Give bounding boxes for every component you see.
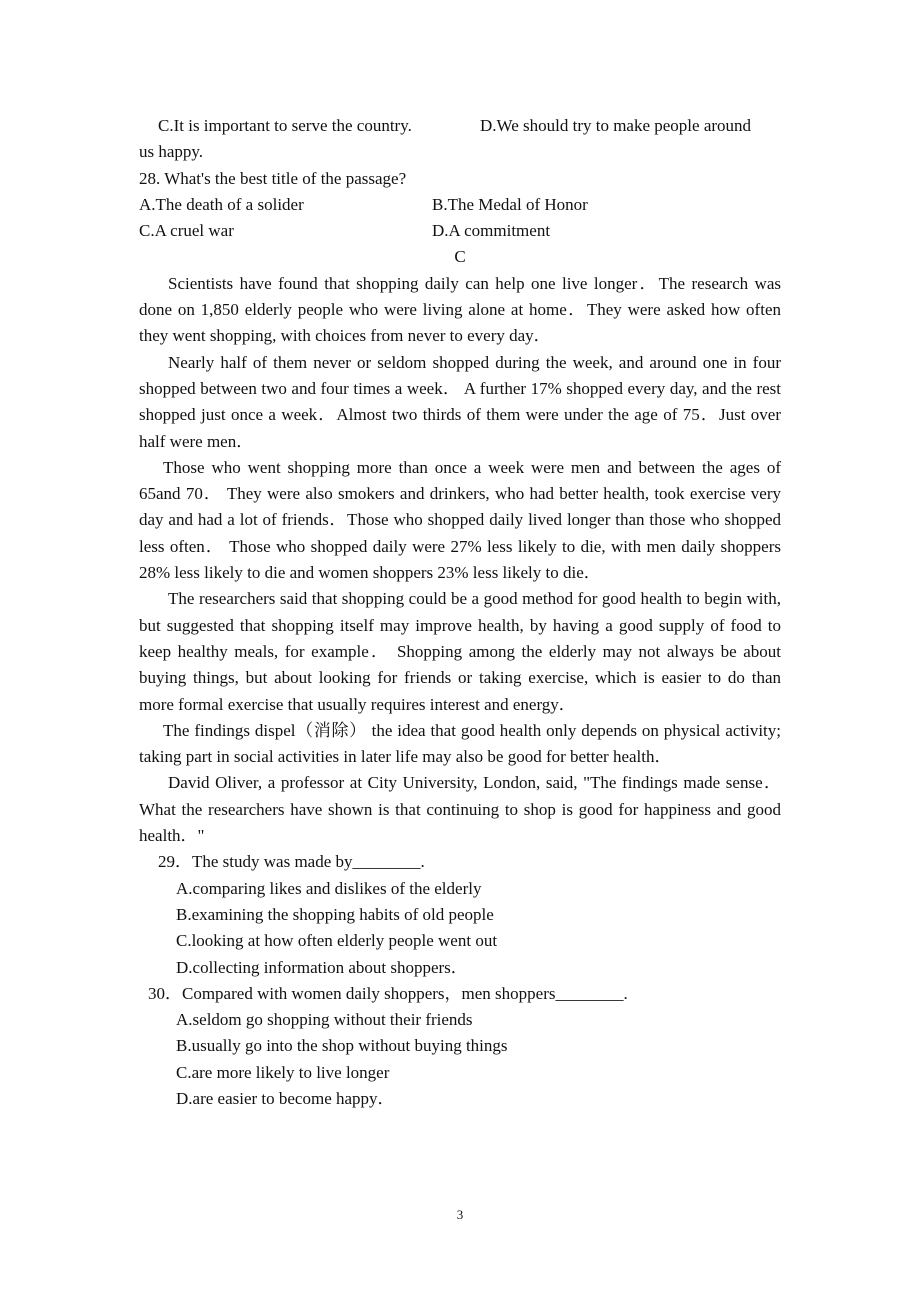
passage-paragraph-4: The researchers said that shopping could be a good method for good health to begin with, but suggested that shopping itself may improve health, by having a good supply of food to keep healthy meals, for example． Shopping among the elderly may not always be about buying things, but about looking for friends or taking exercise, which is easier to do than more formal exercise that usually requires interest and energy． xyxy=(139,589,781,714)
q29-option-c: C.looking at how often elderly people went out xyxy=(176,931,498,951)
question-30-stem: 30．Compared with women daily shoppers，men shoppers________. xyxy=(148,983,628,1003)
passage-paragraph-1: Scientists have found that shopping daily can help one live longer．The research was done on 1,850 elderly people who were living alone at home．They were asked how often they went shopping, with choices from never to every day． xyxy=(139,273,781,346)
question-28-options-row-1 xyxy=(139,192,781,218)
q30-option-d: D.are easier to become happy． xyxy=(176,1088,395,1108)
q29-option-b: B.examining the shopping habits of old people xyxy=(176,904,494,924)
prev-option-c: C.It is important to serve the country. xyxy=(158,116,412,135)
prev-question-options-row xyxy=(139,113,781,139)
question-28-stem: 28. What's the best title of the passage? xyxy=(139,168,407,188)
question-28-options-row-2 xyxy=(139,218,781,244)
q28-option-c: C.A cruel war xyxy=(139,221,234,241)
q30-option-a: A.seldom go shopping without their friends xyxy=(176,1010,473,1030)
page-number: 3 xyxy=(456,1207,464,1222)
q28-option-b: B.The Medal of Honor xyxy=(432,194,588,214)
exam-page xyxy=(139,113,781,1112)
question-29-stem: 29．The study was made by________. xyxy=(158,852,425,872)
q30-option-c: C.are more likely to live longer xyxy=(176,1062,390,1082)
q29-option-d: D.collecting information about shoppers． xyxy=(176,957,468,977)
passage-paragraph-3: Those who went shopping more than once a week were men and between the ages of 65and 70． They were also smokers and drinkers, who had better health, took exercise very day and had a lot of friends．Those who shopped daily lived longer than those who shopped less often． Those who shopped daily were 27% less likely to die, with men daily shoppers 28% less likely to die and women shoppers 23% less likely to die． xyxy=(139,457,781,583)
q28-option-d: D.A commitment xyxy=(432,221,551,241)
q28-option-a: A.The death of a solider xyxy=(139,194,304,214)
q30-option-b: B.usually go into the shop without buying things xyxy=(176,1036,508,1056)
passage-paragraph-5: The findings dispel（消除） the idea that good health only depends on physical activity; taking part in social activities in later life may also be good for better health． xyxy=(139,720,781,767)
q29-option-a: A.comparing likes and dislikes of the elderly xyxy=(176,878,482,898)
prev-option-d-continued: us happy. xyxy=(139,142,204,162)
section-label: C xyxy=(454,247,466,267)
passage-paragraph-6: David Oliver, a professor at City University, London, said, "The findings made sense． What the researchers have shown is that continuing to shop is good for happiness and good health．" xyxy=(139,773,781,846)
prev-option-d: D.We should try to make people around xyxy=(480,116,752,135)
passage-paragraph-2: Nearly half of them never or seldom shopped during the week, and around one in four shopped between two and four times a week． A further 17% shopped every day, and the rest shopped just once a week．Almost two thirds of them were under the age of 75．Just over half were men． xyxy=(139,352,781,451)
